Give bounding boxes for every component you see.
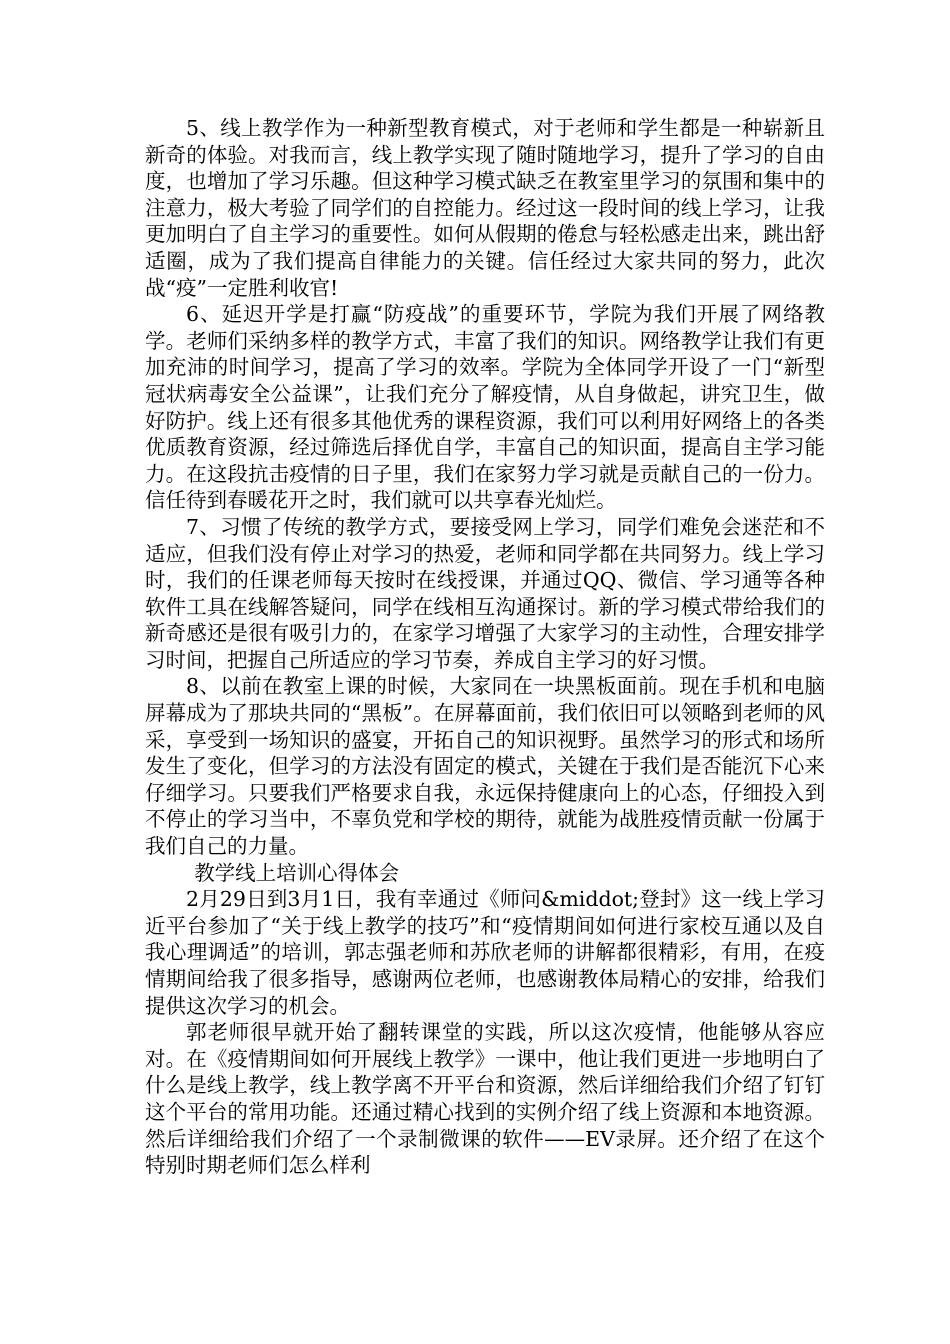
paragraph-8: 8、以前在教室上课的时候，大家同在一块黑板面前。现在手机和电脑屏幕成为了那块共同的“黑板”。在屏幕面前，我们依旧可以领略到老师的风采，享受到一场知识的盛宴，开拓自己的知识视野。虽然学习的形式和场所发生了变化，但学习的方法没有固定的模式，关键在于我们是否能沉下心来仔细学习。只要我们严格要求自我，永远保持健康向上的心态，仔细投入到不停止的学习当中，不辜负党和学校的期待，就能为战胜疫情贡献一份属于我们自己的力量。 [145, 674, 825, 859]
paragraph-5: 5、线上教学作为一种新型教育模式，对于老师和学生都是一种崭新且新奇的体验。对我而言，线上教学实现了随时随地学习，提升了学习的自由度，也增加了学习乐趣。但这种学习模式缺乏在教室里学习的氛围和集中的注意力，极大考验了同学们的自控能力。经过这一段时间的线上学习，让我更加明白了自主学习的重要性。如何从假期的倦怠与轻松感走出来，跳出舒适圈，成为了我们提高自律能力的关键。信任经过大家共同的努力，此次战“疫”一定胜利收官! [145, 116, 825, 300]
document-page [145, 115, 825, 1179]
section-title: 教学线上培训心得体会 [194, 860, 400, 885]
training-paragraph-2: 郭老师很早就开始了翻转课堂的实践，所以这次疫情，他能够从容应对。在《疫情期间如何开展线上教学》一课中，他让我们更进一步地明白了什么是线上教学，线上教学离不开平台和资源，然后详细给我们介绍了钉钉这个平台的常用功能。还通过精心找到的实例介绍了线上资源和本地资源。然后详细给我们介绍了一个录制微课的软件——EV录屏。还介绍了在这个特别时期老师们怎么样利 [145, 1020, 825, 1178]
paragraph-7: 7、习惯了传统的教学方式，要接受网上学习，同学们难免会迷茫和不适应，但我们没有停止对学习的热爱，老师和同学都在共同努力。线上学习时，我们的任课老师每天按时在线授课，并通过QQ、微信、学习通等各种软件工具在线解答疑问，同学在线相互沟通探讨。新的学习模式带给我们的新奇感还是很有吸引力的，在家学习增强了大家学习的主动性，合理安排学习时间，把握自己所适应的学习节奏，养成自主学习的好习惯。 [145, 514, 825, 672]
training-paragraph-1: 2月29日到3月1日，我有幸通过《师问&middot;登封》这一线上学习近平台参加了“关于线上教学的技巧”和“疫情期间如何进行家校互通以及自我心理调适”的培训，郭志强老师和苏欣老师的讲解都很精彩，有用，在疫情期间给我了很多指导，感谢两位老师，也感谢教体局精心的安排，给我们提供这次学习的机会。 [145, 887, 825, 1018]
paragraph-6: 6、延迟开学是打赢“防疫战”的重要环节，学院为我们开展了网络教学。老师们采纳多样的教学方式，丰富了我们的知识。网络教学让我们有更加充沛的时间学习，提高了学习的效率。学院为全体同学开设了一门“新型冠状病毒安全公益课”，让我们充分了解疫情，从自身做起，讲究卫生，做好防护。线上还有很多其他优秀的课程资源，我们可以利用好网络上的各类优质教育资源，经过筛选后择优自学，丰富自己的知识面，提高自主学习能力。在这段抗击疫情的日子里，我们在家努力学习就是贡献自己的一份力。信任待到春暖花开之时，我们就可以共享春光灿烂。 [145, 302, 825, 513]
